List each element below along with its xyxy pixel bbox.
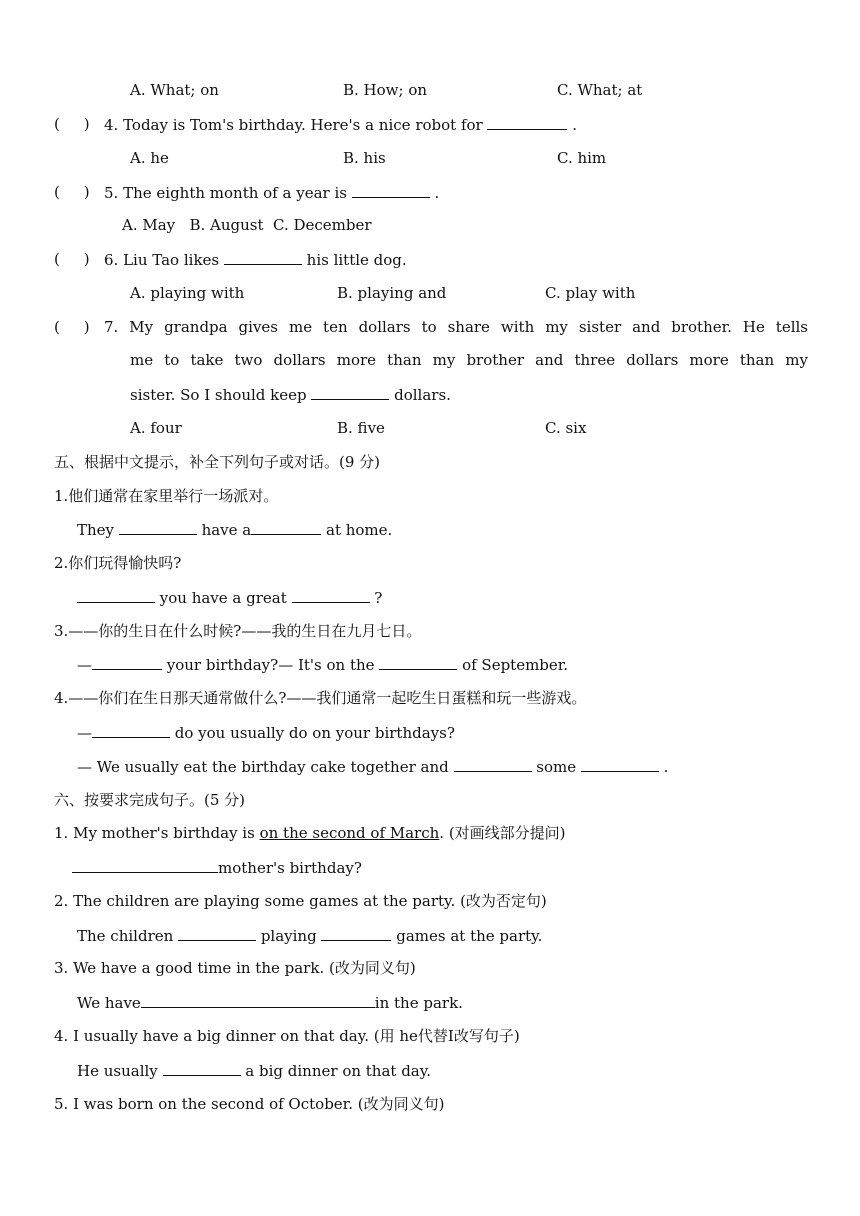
part6-s4-answer: He usually a big dinner on that day. xyxy=(77,1062,431,1080)
part6-s2-blank-1[interactable] xyxy=(178,925,256,941)
q3-option-c: C. What; at xyxy=(557,81,643,99)
part5-s4-answer-line2: — We usually eat the birthday cake together and some . xyxy=(77,758,669,776)
q7-option-c: C. six xyxy=(545,419,587,437)
q4-option-c: C. him xyxy=(557,149,607,167)
part5-s3-answer: — your birthday?— It's on the of September. xyxy=(77,656,569,674)
q7-option-a: A. four xyxy=(130,419,182,437)
part6-heading: 六、按要求完成句子。(5 分) xyxy=(54,791,246,809)
q4-answer-paren[interactable]: ( ) xyxy=(54,115,90,133)
part5-s3-blank-2[interactable] xyxy=(379,654,457,670)
part6-s1-blank[interactable] xyxy=(72,857,218,873)
q6-blank[interactable] xyxy=(224,249,302,265)
part5-s3-chinese: 3.——你的生日在什么时候?——我的生日在九月七日。 xyxy=(54,622,422,640)
q3-option-b: B. How; on xyxy=(343,81,428,99)
part5-heading: 五、根据中文提示，补全下列句子或对话。(9 分) xyxy=(54,453,381,471)
q5-answer-paren[interactable]: ( ) xyxy=(54,183,90,201)
part5-s1-answer: They have a at home. xyxy=(77,521,393,539)
q6-option-c: C. play with xyxy=(545,284,636,302)
part5-s2-blank-2[interactable] xyxy=(292,587,370,603)
part5-s1-chinese: 1.他们通常在家里举行一场派对。 xyxy=(54,487,279,505)
part6-s3-blank[interactable] xyxy=(141,992,375,1008)
part6-s4-question: 4. I usually have a big dinner on that day. (用 he代替Ⅰ改写句子) xyxy=(54,1027,520,1045)
part6-s1-question: 1. My mother's birthday is on the second of March. (对画线部分提问) xyxy=(54,824,566,842)
part6-s2-question: 2. The children are playing some games at the party. (改为否定句) xyxy=(54,892,547,910)
part6-s3-answer: We have in the park. xyxy=(77,994,463,1012)
q7-question-line2: me to take two dollars more than my brother and three dollars more than my xyxy=(130,351,808,369)
part5-s4-blank-2[interactable] xyxy=(454,756,532,772)
part5-s1-blank-1[interactable] xyxy=(119,519,197,535)
part5-s4-answer-line1: — do you usually do on your birthdays? xyxy=(77,724,455,742)
q7-answer-paren[interactable]: ( ) xyxy=(54,318,90,336)
q4-option-b: B. his xyxy=(343,149,386,167)
part5-s2-blank-1[interactable] xyxy=(77,587,155,603)
q7-option-b: B. five xyxy=(337,419,385,437)
q4-question: 4. Today is Tom's birthday. Here's a nice robot for . xyxy=(104,116,578,134)
part6-s1-answer: mother's birthday? xyxy=(72,857,362,878)
q6-question: 6. Liu Tao likes his little dog. xyxy=(104,251,407,269)
q7-question-line1: 7. My grandpa gives me ten dollars to share with my sister and brother. He tells xyxy=(104,318,808,336)
part6-s2-answer: The children playing games at the party. xyxy=(77,927,543,945)
part5-s3-blank-1[interactable] xyxy=(92,654,162,670)
q6-option-a: A. playing with xyxy=(130,284,245,302)
q5-blank[interactable] xyxy=(352,182,430,198)
q7-blank[interactable] xyxy=(311,384,389,400)
q4-blank[interactable] xyxy=(487,114,567,130)
q5-question: 5. The eighth month of a year is . xyxy=(104,184,440,202)
q6-answer-paren[interactable]: ( ) xyxy=(54,250,90,268)
part5-s2-answer: you have a great ? xyxy=(77,587,382,608)
part6-s1-underlined-phrase: on the second of March xyxy=(259,824,440,842)
q7-question-line3: sister. So I should keep dollars. xyxy=(130,386,451,404)
q6-option-b: B. playing and xyxy=(337,284,447,302)
q4-option-a: A. he xyxy=(130,149,169,167)
part6-s3-question: 3. We have a good time in the park. (改为同义句) xyxy=(54,959,416,977)
part6-s4-blank[interactable] xyxy=(163,1060,241,1076)
q5-options: A. May B. August C. December xyxy=(122,216,372,234)
part6-s5-question: 5. I was born on the second of October. (改为同义句) xyxy=(54,1095,445,1113)
part5-s4-blank-3[interactable] xyxy=(581,756,659,772)
part6-s2-blank-2[interactable] xyxy=(321,925,391,941)
part5-s4-blank-1[interactable] xyxy=(92,722,170,738)
q3-option-a: A. What; on xyxy=(130,81,219,99)
part5-s2-chinese: 2.你们玩得愉快吗? xyxy=(54,554,182,572)
part5-s4-chinese: 4.——你们在生日那天通常做什么?——我们通常一起吃生日蛋糕和玩一些游戏。 xyxy=(54,689,587,707)
part5-s1-blank-2[interactable] xyxy=(251,519,321,535)
